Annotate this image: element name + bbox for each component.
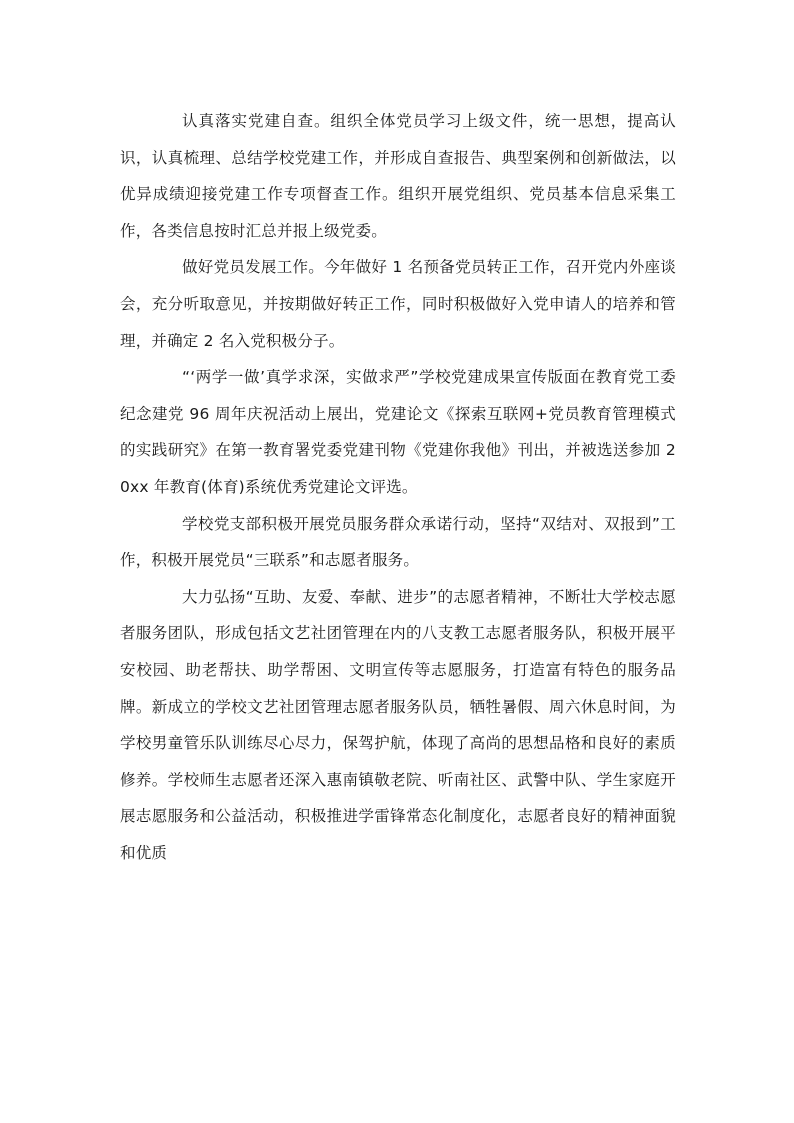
- paragraph-party-achievements: “‘两学一做’真学求深，实做求严”学校党建成果宣传版面在教育党工委纪念建党 96 周年庆祝活动上展出，党建论文《探索互联网+党员教育管理模式的实践研究》在第一教育署党委党建刊物《党建你我他》刊出，并被选送参加 20xx 年教育(体育)系统优秀党建论文评选。: [120, 368, 676, 496]
- document-body: [120, 103, 676, 871]
- paragraph-volunteer-spirit: 大力弘扬“互助、友爱、奉献、进步”的志愿者精神，不断壮大学校志愿者服务团队，形成包括文艺社团管理在内的八支教工志愿者服务队，积极开展平安校园、助老帮扶、助学帮困、文明宣传等志愿服务，打造富有特色的服务品牌。新成立的学校文艺社团管理志愿者服务队员，牺牲暑假、周六休息时间，为学校男童管乐队训练尽心尽力，保驾护航，体现了高尚的思想品格和良好的素质修养。学校师生志愿者还深入惠南镇敬老院、听南社区、武警中队、学生家庭开展志愿服务和公益活动，积极推进学雷锋常态化制度化，志愿者良好的精神面貌和优质: [120, 587, 676, 862]
- paragraph-party-self-inspection: 认真落实党建自查。组织全体党员学习上级文件，统一思想，提高认识，认真梳理、总结学校党建工作，并形成自查报告、典型案例和创新做法，以优异成绩迎接党建工作专项督查工作。组织开展党组织、党员基本信息采集工作，各类信息按时汇总并报上级党委。: [120, 112, 676, 240]
- paragraph-service-commitment: 学校党支部积极开展党员服务群众承诺行动，坚持“双结对、双报到”工作，积极开展党员“三联系”和志愿者服务。: [120, 514, 676, 570]
- paragraph-member-development: 做好党员发展工作。今年做好 1 名预备党员转正工作，召开党内外座谈会，充分听取意见，并按期做好转正工作，同时积极做好入党申请人的培养和管理，并确定 2 名入党积极分子。: [120, 258, 676, 350]
